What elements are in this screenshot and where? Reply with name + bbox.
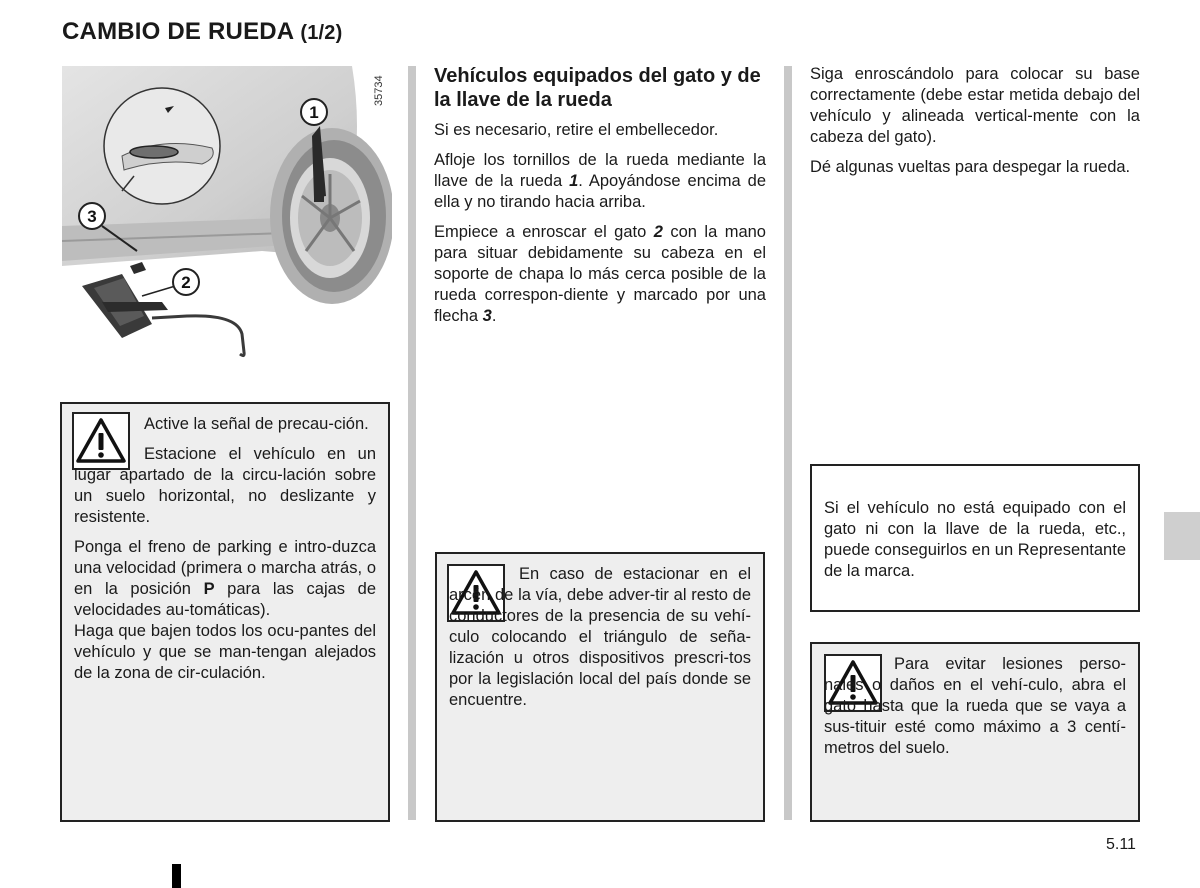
warning-box-triangle [435, 552, 765, 822]
svg-text:2: 2 [181, 273, 191, 292]
page-title-text: CAMBIO DE RUEDA [62, 18, 294, 45]
callout-2 [173, 269, 199, 295]
page-title-part: (1/2) [300, 22, 343, 44]
section-heading: Vehículos equipados del gato y de la llave de la rueda [434, 65, 761, 111]
column-divider-left [408, 66, 416, 820]
chapter-tab [1164, 512, 1200, 560]
column-2-content [434, 64, 766, 336]
jack-wheel-illustration [62, 66, 392, 376]
page-marker [172, 864, 181, 888]
page-number: 5.11 [1106, 836, 1136, 853]
note-box [810, 464, 1140, 612]
column-3-content [810, 64, 1140, 187]
page-title [62, 18, 342, 46]
svg-text:1: 1 [309, 103, 319, 122]
svg-text:3: 3 [87, 207, 97, 226]
warning-text-signal: Active la señal de precau-ción. [144, 415, 369, 433]
paragraph-remove-trim: Si es necesario, retire el embellecedor. [434, 121, 719, 139]
note-text: Si el vehículo no está equipado con el gato ni con la llave de la rueda, etc., puede conseguirlos en un Representante de la marca. [824, 499, 1126, 580]
warning-text-road-shoulder: En caso de estacionar en el arcén de la vía, debe adver-tir al resto de conductores de la presencia de su vehí-culo colocando el triángulo de seña-lización u otros dispositivos prescri-tos por la legislación local del país donde se encuentre. [449, 565, 751, 709]
paragraph-screw-jack: Siga enroscándolo para colocar su base correctamente (debe estar metida debajo del vehículo y alineada vertical-mente con la cabeza del gato). [810, 65, 1140, 146]
warning-text-park: Estacione el vehículo en un lugar apartado de la circu-lación sobre un suelo horizontal, no deslizante y resistente. [74, 445, 376, 526]
callout-1 [301, 99, 327, 125]
warning-text-jack-height: Para evitar lesiones perso-nales o daños en el vehí-culo, abra el gato hasta que la rueda que se vaya a sus-tituir esté como máximo a 3 centí-metros del suelo. [824, 655, 1126, 757]
paragraph-start-jack: Empiece a enroscar el gato 2 con la mano para situar debidamente su cabeza en el soporte de chapa lo más cerca posible de la rueda correspon-diente y marcado por una flecha 3. [434, 223, 766, 325]
paragraph-loosen-bolts: Afloje los tornillos de la rueda mediante la llave de la rueda 1. Apoyándose encima de ella y no tirando hacia arriba. [434, 151, 766, 211]
warning-text-occupants: Haga que bajen todos los ocu-pantes del vehículo y que se man-tengan alejados de la zona de cir-culación. [74, 622, 376, 682]
callout-3 [79, 203, 105, 229]
warning-text-brake: Ponga el freno de parking e intro-duzca una velocidad (primera o marcha atrás, o en la posición P para las cajas de velocidades au-tomáticas). [74, 538, 376, 619]
column-divider-right [784, 66, 792, 820]
warning-box-jack-height [810, 642, 1140, 822]
warning-box-precautions [60, 402, 390, 822]
paragraph-loosen-wheel: Dé algunas vueltas para despegar la rueda. [810, 158, 1131, 176]
figure-reference: 35734 [373, 75, 385, 106]
